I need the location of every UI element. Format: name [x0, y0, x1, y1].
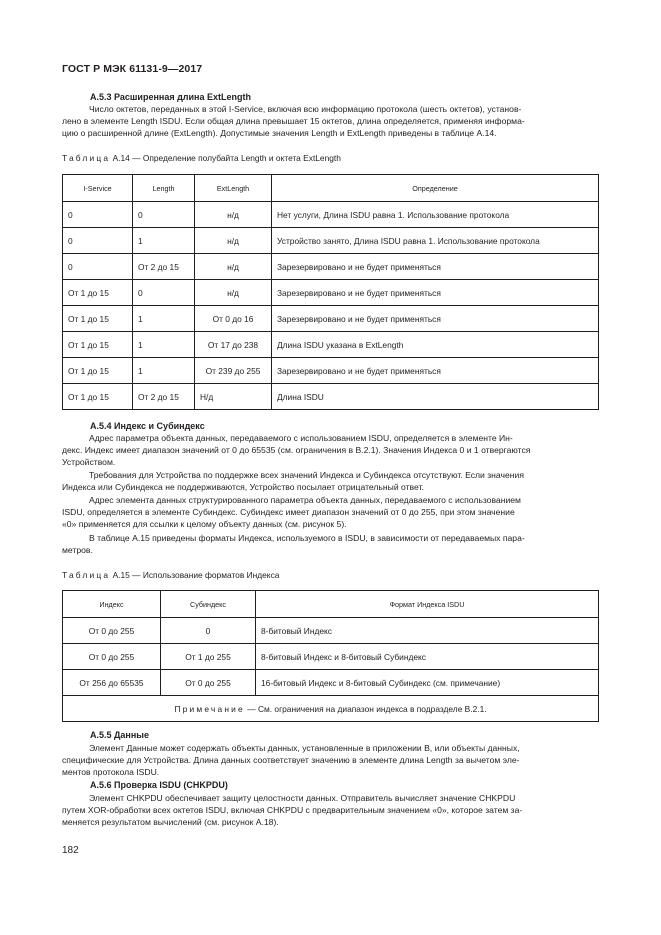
- caption-text: А.15 — Использование форматов Индекса: [112, 570, 280, 580]
- table-cell: 0: [63, 228, 133, 254]
- table-cell: От 1 до 15: [63, 358, 133, 384]
- table-cell: н/д: [195, 280, 272, 306]
- table-a14: [62, 174, 599, 410]
- table-cell: 0: [133, 280, 195, 306]
- table-cell: От 2 до 15: [133, 254, 195, 280]
- table-row: [63, 332, 599, 358]
- section-title-a54: А.5.4 Индекс и Субиндекс: [90, 421, 205, 431]
- paragraph-a54-3: [62, 494, 599, 531]
- text-line: Элемент CHKPDU обеспечивает защиту целостности данных. Отправитель вычисляет значение CHKPDU: [89, 793, 516, 803]
- section-title-a56: А.5.6 Проверка ISDU (CHKPDU): [90, 780, 228, 790]
- table-cell: 0: [161, 618, 256, 644]
- column-header: ExtLength: [195, 175, 272, 202]
- table-cell: От 0 до 255: [161, 670, 256, 696]
- text-line: лено в элементе Length ISDU. Если общая длина превышает 15 октетов, длина определяется, применяя информа-: [62, 116, 525, 127]
- table-cell: Нет услуги, Длина ISDU равна 1. Использование протокола: [272, 202, 599, 228]
- table-cell: 8-битовый Индекс и 8-битовый Субиндекс: [256, 644, 599, 670]
- paragraph-a55: [62, 742, 599, 779]
- table-cell: 1: [133, 358, 195, 384]
- column-header: Определение: [272, 175, 599, 202]
- column-header: Формат Индекса ISDU: [256, 591, 599, 618]
- table-cell: Н/д: [195, 384, 272, 410]
- table-row: [63, 306, 599, 332]
- text-line: ментов протокола ISDU.: [62, 767, 160, 778]
- table-cell: 0: [133, 202, 195, 228]
- text-line: специфические для Устройства. Длина данных соответствует значению в элементе длина Length за вычетом эле-: [62, 755, 520, 766]
- note-text: — См. ограничения на диапазон индекса в подразделе В.2.1.: [247, 703, 487, 714]
- document-header: ГОСТ Р МЭК 61131-9—2017: [62, 63, 203, 75]
- table-cell: 1: [133, 306, 195, 332]
- table-row: [63, 202, 599, 228]
- table-cell: 8-битовый Индекс: [256, 618, 599, 644]
- text-line: Индекса или Субиндекса не поддерживаются, Устройство посылает отрицательный ответ.: [62, 482, 424, 493]
- text-line: путем XOR-обработки всех октетов ISDU, включая CHKPDU с предварительным значением «0», которое затем за-: [62, 805, 523, 816]
- table-cell: Длина ISDU: [272, 384, 599, 410]
- table-row: [63, 228, 599, 254]
- paragraph-a54-2: [62, 469, 599, 493]
- table-cell: Зарезервировано и не будет применяться: [272, 280, 599, 306]
- text-line: метров.: [62, 545, 93, 556]
- table-cell: От 239 до 255: [195, 358, 272, 384]
- table-cell: 0: [63, 254, 133, 280]
- text-line: «0» применяется для ссылки к целому объекту данных (см. рисунок 5).: [62, 519, 347, 530]
- page-number: 182: [62, 845, 79, 856]
- text-line: ISDU, определяется в элементе Субиндекс. Субиндекс имеет диапазон значений от 0 до 255, при этом значение: [62, 507, 515, 518]
- table-row: [63, 280, 599, 306]
- table-cell: 1: [133, 332, 195, 358]
- table-cell: Длина ISDU указана в ExtLength: [272, 332, 599, 358]
- table-cell: Зарезервировано и не будет применяться: [272, 358, 599, 384]
- text-line: меняется результатом вычислений (см. рисунок А.18).: [62, 817, 279, 828]
- table-row: [63, 670, 599, 696]
- table-cell: н/д: [195, 228, 272, 254]
- column-header: Length: [133, 175, 195, 202]
- section-title-a53: А.5.3 Расширенная длина ExtLength: [90, 92, 251, 102]
- table-cell: От 0 до 16: [195, 306, 272, 332]
- table-cell: Зарезервировано и не будет применяться: [272, 254, 599, 280]
- caption-lead: Таблица: [62, 570, 111, 580]
- table-note-row: [63, 696, 599, 722]
- table-cell: От 0 до 255: [63, 644, 161, 670]
- table-cell: От 1 до 15: [63, 306, 133, 332]
- table-cell: От 2 до 15: [133, 384, 195, 410]
- paragraph-a54-4: [62, 532, 599, 556]
- table-cell: Зарезервировано и не будет применяться: [272, 306, 599, 332]
- table-cell: н/д: [195, 254, 272, 280]
- text-line: Число октетов, переданных в этой I-Service, включая всю информацию протокола (шесть октетов), установ-: [89, 104, 522, 114]
- text-line: цию о расширенной длине (ExtLength). Допустимые значения Length и ExtLength приведены в таблице А.14.: [62, 128, 497, 139]
- text-line: В таблице А.15 приведены форматы Индекса, используемого в ISDU, в зависимости от передаваемых пара-: [89, 533, 525, 543]
- table-row: [63, 384, 599, 410]
- table-cell: 16-битовый Индекс и 8-битовый Субиндекс (см. примечание): [256, 670, 599, 696]
- column-header: Индекс: [63, 591, 161, 618]
- text-line: Адрес элемента данных структурированного параметра объекта данных, передаваемого с использованием: [89, 495, 521, 505]
- text-line: Адрес параметра объекта данных, передаваемого с использованием ISDU, определяется в элементе Ин-: [89, 433, 513, 443]
- table-cell: 1: [133, 228, 195, 254]
- text-line: Устройством.: [62, 457, 116, 468]
- table-cell: От 256 до 65535: [63, 670, 161, 696]
- table-cell: От 1 до 15: [63, 280, 133, 306]
- table-cell: От 1 до 15: [63, 384, 133, 410]
- table-cell: 0: [63, 202, 133, 228]
- table-cell: От 0 до 255: [63, 618, 161, 644]
- table-row: [63, 358, 599, 384]
- table-a15-caption: [62, 570, 279, 580]
- table-cell: От 1 до 15: [63, 332, 133, 358]
- text-line: декс. Индекс имеет диапазон значений от 0 до 65535 (см. ограничения в В.2.1). Значения Индекса 0 и 1 отвергаются: [62, 445, 531, 456]
- table-cell: От 17 до 238: [195, 332, 272, 358]
- paragraph-a56: [62, 792, 599, 829]
- caption-text: А.14 — Определение полубайта Length и октета ExtLength: [112, 153, 341, 163]
- table-cell: Устройство занято, Длина ISDU равна 1. Использование протокола: [272, 228, 599, 254]
- column-header: I-Service: [63, 175, 133, 202]
- table-cell: От 1 до 255: [161, 644, 256, 670]
- paragraph-a54-1: [62, 432, 599, 469]
- table-a15: [62, 590, 599, 722]
- paragraph-a53: [62, 103, 599, 140]
- note-lead: Примечание: [174, 703, 245, 714]
- table-header-row: [63, 175, 599, 202]
- text-line: Элемент Данные может содержать объекты данных, установленные в приложении В, или объекты данных,: [89, 743, 520, 753]
- table-row: [63, 254, 599, 280]
- text-line: Требования для Устройства по поддержке всех значений Индекса и Субиндекса отсутствуют. Если значения: [89, 470, 524, 480]
- caption-lead: Таблица: [62, 153, 111, 163]
- table-cell: н/д: [195, 202, 272, 228]
- section-title-a55: А.5.5 Данные: [90, 730, 149, 740]
- table-note: [63, 696, 599, 722]
- column-header: Субиндекс: [161, 591, 256, 618]
- table-a14-caption: [62, 153, 341, 163]
- table-row: [63, 618, 599, 644]
- table-header-row: [63, 591, 599, 618]
- table-row: [63, 644, 599, 670]
